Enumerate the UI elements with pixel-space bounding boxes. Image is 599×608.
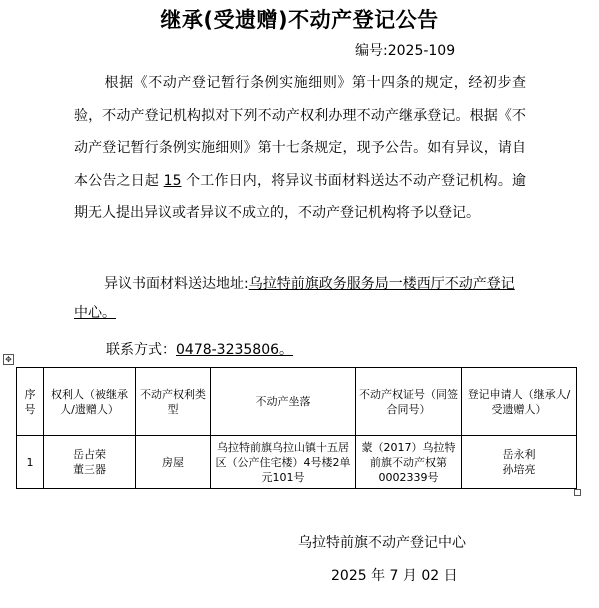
notice-title: 继承(受遗赠)不动产登记公告 (160, 8, 439, 32)
header-applicant: 登记申请人（继承人/受遗赠人） (462, 368, 577, 436)
contact-phone: 0478-3235806。 (176, 342, 294, 358)
objection-days: 15 (163, 172, 182, 189)
table-header-row (17, 368, 577, 436)
header-serial: 序号 (17, 368, 44, 436)
issue-date: 2025 年 7 月 02 日 (331, 568, 458, 584)
cell-right-holder: 岳占荣 董三器 (44, 436, 136, 489)
notice-body (74, 67, 526, 230)
body-text-part2: 个工作日内，将异议书面材料送达不动产登记机构。逾期无人提出异议或者异议不成立的，不动产登记机构将予以登记。 (74, 172, 527, 222)
header-location: 不动产坐落 (211, 368, 356, 436)
document-number: 编号:2025-109 (355, 43, 456, 59)
header-right-holder: 权利人（被继承人/遗赠人） (44, 368, 136, 436)
body-text-part1: 根据《不动产登记暂行条例实施细则》第十四条的规定，经初步查验，不动产登记机构拟对下列不动产权利办理不动产继承登记。根据《不动产登记暂行条例实施细则》第十七条规定，现予公告。如有异议，请自本公告之日起 (74, 75, 526, 189)
address-label: 异议书面材料送达地址: (104, 276, 249, 292)
cell-right-type: 房屋 (136, 436, 211, 489)
header-certificate-no: 不动产权证号（同签合同号） (356, 368, 462, 436)
contact-info (106, 339, 293, 359)
cell-certificate-no: 蒙（2017）乌拉特前旗不动产权第0002339号 (356, 436, 462, 489)
cell-location: 乌拉特前旗乌拉山镇十五居区（公产住宅楼）4号楼2单元101号 (211, 436, 356, 489)
header-right-type: 不动产权利类型 (136, 368, 211, 436)
table-move-handle-icon[interactable]: ✥ (3, 354, 14, 365)
objection-address (74, 270, 526, 328)
table-row (17, 436, 577, 489)
cell-applicant: 岳永利 孙培亮 (462, 436, 577, 489)
contact-label: 联系方式： (106, 342, 176, 358)
property-table (16, 367, 577, 489)
issuing-office: 乌拉特前旗不动产登记中心 (298, 535, 466, 551)
address-value: 乌拉特前旗政务服务局一楼西厅不动产登记中心。 (74, 276, 515, 321)
table-resize-handle[interactable] (574, 489, 581, 496)
cell-serial: 1 (17, 436, 44, 489)
